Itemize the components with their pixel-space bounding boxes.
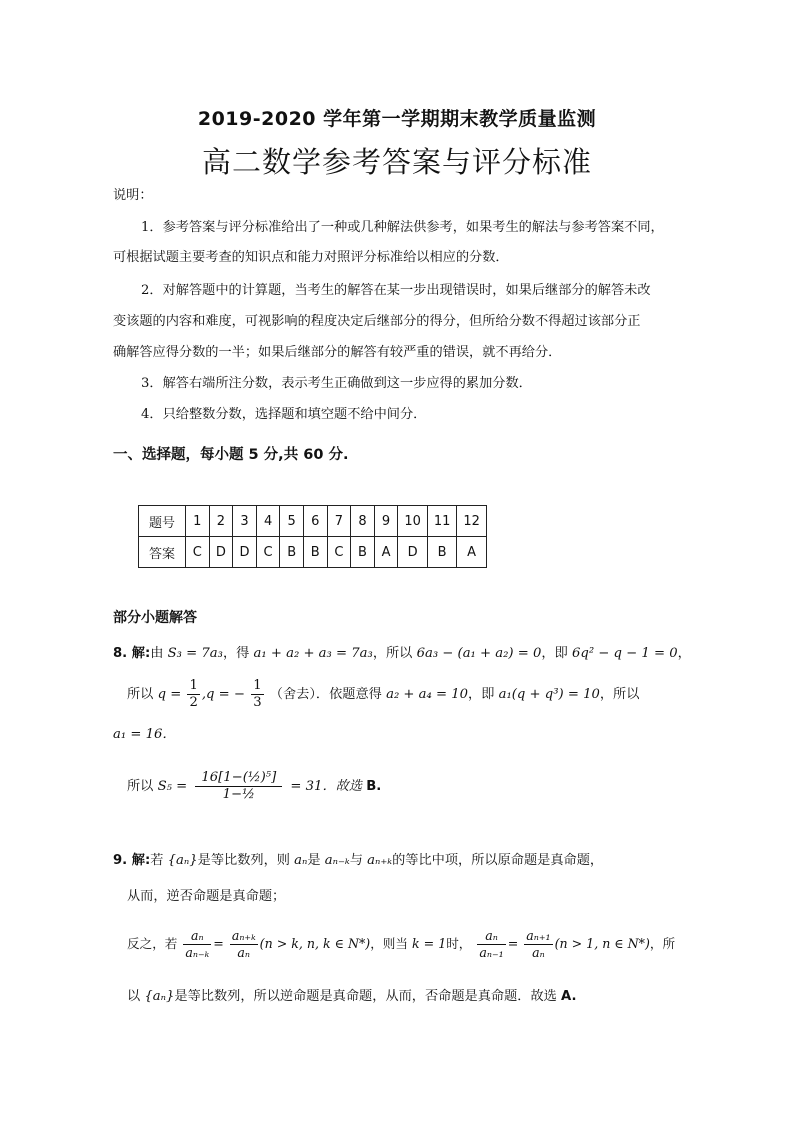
text: ，得	[222, 646, 250, 661]
answer-table	[138, 505, 487, 568]
text: 时，	[446, 936, 472, 951]
denominator: 3	[253, 695, 262, 710]
formula: S₅ =	[157, 779, 188, 794]
fraction	[524, 928, 552, 961]
answer-cell: A	[457, 537, 487, 568]
denominator: aₙ₋ₖ	[185, 945, 210, 960]
answer-cell: C	[186, 537, 210, 568]
numerator: aₙ	[183, 928, 211, 945]
question-number: 6	[303, 506, 327, 537]
fraction	[477, 928, 505, 961]
text: ，所以	[372, 646, 413, 661]
text: 所以	[127, 779, 154, 794]
formula: a₂ + a₄ = 10	[386, 687, 469, 702]
question-number: 7	[327, 506, 351, 537]
text: 是等比数列，则	[197, 853, 290, 868]
formula: aₙ₋ₖ	[324, 853, 350, 868]
text: 与	[349, 853, 363, 868]
q8-line-4	[127, 770, 381, 803]
row-label-numbers: 题号	[139, 506, 186, 537]
q8-line-2	[127, 678, 639, 711]
question-number: 9	[374, 506, 398, 537]
formula: (n > k, n, k ∈ N*)	[259, 936, 371, 951]
answer-cell: C	[327, 537, 351, 568]
question-number: 11	[427, 506, 457, 537]
note-4: 4．只给整数分数，选择题和填空题不给中间分．	[141, 407, 427, 422]
question-number: 12	[457, 506, 487, 537]
question-number: 2	[209, 506, 233, 537]
answer-cell: D	[398, 537, 428, 568]
answer-cell: B	[280, 537, 304, 568]
question-number: 10	[398, 506, 428, 537]
text: 若	[150, 853, 164, 868]
numerator: 16[1−(½)⁵]	[195, 770, 282, 787]
denominator: 1−½	[222, 787, 255, 802]
fraction	[183, 928, 211, 961]
text: （舍去）．依题意得	[269, 687, 382, 702]
text: 由	[150, 646, 164, 661]
answer-cell: D	[233, 537, 257, 568]
q9-line-2: 从而，逆否命题是真命题；	[127, 889, 286, 904]
text: 的等比中项，所以原命题是真命题，	[392, 853, 604, 868]
text: ，所以	[599, 687, 640, 702]
text: 以	[127, 989, 141, 1004]
text: 是等比数列，所以逆命题是真命题，从而，否命题是真命题．故选	[174, 989, 557, 1004]
note-2c: 确解答应得分数的一半；如果后继部分的解答有较严重的错误，就不再给分．	[113, 345, 562, 360]
question-number: 8	[351, 506, 375, 537]
formula: {aₙ}	[167, 853, 198, 868]
answer-table-row-numbers	[139, 506, 487, 537]
partial-solutions-title: 部分小题解答	[113, 610, 197, 626]
answer-choice: A.	[561, 989, 577, 1004]
exam-title: 2019-2020 学年第一学期期末教学质量监测	[197, 108, 597, 130]
answer-cell: B	[303, 537, 327, 568]
fraction	[195, 770, 282, 803]
row-label-answers: 答案	[139, 537, 186, 568]
question-number: 5	[280, 506, 304, 537]
text: 是	[307, 853, 321, 868]
q9-line-3: 反之，若 $\frac{\text{aₙ}}{\text{aₙ₋ₖ}}$ = $\frac{\text{aₙ₊ₖ}}{\text{aₙ}}$ (n > k, n, k ∈ N*)，则当 k = 1时， $\frac{\text{aₙ}}{\text{aₙ₋₁}}$ = $\frac{\text{aₙ₊₁}}{\text{aₙ}}$ (n > 1, n ∈ N*)，所	[127, 928, 676, 960]
fraction	[230, 928, 258, 961]
answer-cell: A	[374, 537, 398, 568]
denominator: aₙ	[532, 945, 545, 960]
q8-line-1	[113, 645, 691, 663]
document-subtitle: 高二数学参考答案与评分标准	[201, 145, 592, 179]
q9-number: 9. 解:	[113, 853, 151, 868]
question-number: 3	[233, 506, 257, 537]
section-1-title: 一、选择题，每小题 5 分,共 60 分.	[113, 447, 349, 463]
note-2b: 变该题的内容和难度，可视影响的程度决定后继部分的得分，但所给分数不得超过该部分正	[113, 314, 641, 329]
answer-cell: B	[351, 537, 375, 568]
fraction	[251, 678, 263, 711]
q9-line-4	[127, 988, 577, 1006]
q8-line-3: a₁ = 16．	[113, 727, 176, 742]
fraction	[187, 678, 199, 711]
answer-cell: B	[427, 537, 457, 568]
text: ，即	[541, 646, 568, 661]
formula: S₃ = 7a₃	[167, 646, 223, 661]
numerator: 1	[189, 678, 198, 693]
note-1a: 1．参考答案与评分标准给出了一种或几种解法供参考，如果考生的解法与参考答案不同，	[141, 220, 664, 235]
text: ，所	[649, 936, 676, 951]
formula: 6a₃ − (a₁ + a₂) = 0	[416, 646, 542, 661]
denominator: aₙ	[237, 945, 251, 960]
answer-cell: D	[209, 537, 233, 568]
question-number: 1	[186, 506, 210, 537]
numerator: aₙ₊₁	[526, 928, 551, 943]
formula: a₁(q + q³) = 10	[498, 687, 600, 702]
formula: = 31．故选	[290, 779, 363, 794]
question-number: 4	[256, 506, 280, 537]
text: 反之，若	[127, 936, 178, 951]
formula: a₁ + a₂ + a₃ = 7a₃	[253, 646, 373, 661]
note-2a: 2．对解答题中的计算题，当考生的解答在某一步出现错误时，如果后继部分的解答未改	[141, 283, 651, 298]
text: 所以	[127, 687, 154, 702]
formula: ,q = −	[201, 687, 245, 702]
q8-number: 8. 解:	[113, 646, 151, 661]
answer-choice: B.	[366, 779, 382, 794]
text: ，则当	[370, 936, 408, 951]
denominator: 2	[189, 695, 198, 710]
formula: (n > 1, n ∈ N*)	[554, 936, 650, 951]
formula: {aₙ}	[144, 989, 175, 1004]
note-3: 3．解答右端所注分数，表示考生正确做到这一步应得的累加分数．	[141, 376, 532, 391]
notes-label: 说明：	[113, 188, 153, 203]
numerator: aₙ₊ₖ	[231, 928, 256, 943]
formula: aₙ	[294, 853, 308, 868]
formula: aₙ₊ₖ	[367, 853, 393, 868]
formula: 6q² − q − 1 = 0	[571, 646, 678, 661]
denominator: aₙ₋₁	[479, 945, 504, 960]
answer-table-row-answers	[139, 537, 487, 568]
numerator: aₙ	[477, 928, 505, 945]
q9-line-1	[113, 852, 603, 870]
text: ，即	[468, 687, 495, 702]
answer-cell: C	[256, 537, 280, 568]
note-1b: 可根据试题主要考查的知识点和能力对照评分标准给以相应的分数．	[113, 250, 509, 265]
formula: k = 1	[412, 936, 447, 951]
text: ，	[677, 646, 691, 661]
numerator: 1	[253, 678, 262, 693]
formula: q =	[157, 687, 182, 702]
